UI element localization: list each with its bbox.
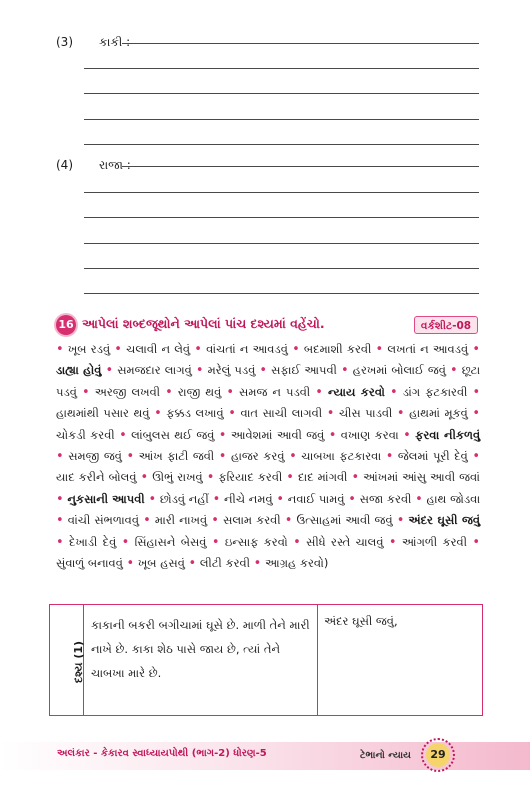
- bullet-icon: •: [82, 384, 90, 400]
- phrase-item: ખૂબ હસવું: [137, 556, 185, 571]
- phrase-item: આગ્રહ કરવો): [264, 556, 329, 571]
- bullet-icon: •: [472, 384, 481, 400]
- phrase-item: સફાઈ આપવી: [271, 363, 337, 378]
- bullet-icon: •: [218, 427, 227, 443]
- bullet-icon: •: [315, 384, 323, 400]
- bullet-icon: •: [194, 342, 202, 357]
- phrase-item: અરજી લખવી: [94, 384, 161, 399]
- question-label: કાકી :: [99, 35, 131, 49]
- bullet-icon: •: [195, 363, 204, 379]
- bullet-icon: •: [396, 513, 405, 529]
- phrase-item: આંખમાં આંસુ આવી જવાં: [363, 470, 481, 485]
- phrase-item: છોડવું નહીં: [159, 491, 209, 506]
- bullet-icon: •: [228, 406, 236, 422]
- phrase-item: નીચે નમવું: [223, 491, 273, 506]
- phrase-item: ઇન્સાફ કરવો: [224, 534, 288, 549]
- bullet-icon: •: [375, 342, 384, 357]
- bullet-icon: •: [126, 449, 135, 465]
- scene-answer[interactable]: અંદર ઘૂસી જવું,: [324, 614, 398, 628]
- phrase-item: ચોકડી કરવી: [56, 427, 115, 442]
- scene-text: કાકાની બકરી બગીચામાં ઘૂસે છે. માળી તેને મારી નાખે છે. કાકા શેઠ પાસે જાય છે, ત્યાં તેને ચાબખા મારે છે.: [91, 618, 310, 680]
- phrase-list: [56, 339, 480, 574]
- answer-line[interactable]: [84, 68, 479, 69]
- phrase-item: નુકસાની આપવી: [67, 491, 145, 506]
- phrase-item: વખાણ કરવા: [340, 427, 399, 442]
- phrase-item: બદમાશી કરવી: [303, 342, 372, 356]
- phrase-item: યાદ કરીને બોલવું: [56, 470, 137, 485]
- bullet-icon: •: [388, 534, 397, 550]
- phrase-item: દેખાડી દેવું: [69, 534, 117, 549]
- phrase-item: દાદ માંગવી: [297, 470, 348, 485]
- phrase-item: ડાંગ ફટકારવી: [402, 384, 468, 399]
- bullet-icon: •: [105, 363, 114, 379]
- phrase-item: સજા કરવી: [359, 491, 412, 506]
- answer-line[interactable]: [84, 268, 479, 269]
- phrase-item: મારી નાખવું: [154, 513, 208, 528]
- bullet-icon: •: [140, 470, 149, 486]
- answer-line[interactable]: [84, 217, 479, 218]
- bullet-icon: •: [348, 491, 356, 507]
- phrase-item: અંદર ઘૂસી જવું: [408, 513, 481, 528]
- bullet-icon: •: [119, 427, 127, 443]
- bullet-icon: •: [114, 342, 122, 357]
- bullet-icon: •: [472, 406, 481, 422]
- bullet-icon: •: [326, 406, 335, 422]
- bullet-icon: •: [472, 534, 481, 550]
- phrase-item: ઊભું રાખવું: [152, 470, 203, 485]
- bullet-icon: •: [403, 427, 411, 443]
- bullet-icon: •: [351, 470, 360, 486]
- phrase-item: ફરવા નીકળવું: [415, 427, 481, 442]
- phrase-item: લાંબુલસ થઈ જવું: [131, 427, 215, 442]
- bullet-icon: •: [165, 384, 173, 400]
- bullet-icon: •: [292, 342, 300, 357]
- scene-label: દશ્ય (1): [72, 640, 86, 684]
- question-number: (4): [56, 158, 73, 172]
- bullet-icon: •: [450, 363, 458, 379]
- phrase-item: હાથ જોડવા: [426, 491, 481, 506]
- bullet-icon: •: [276, 491, 285, 507]
- phrase-item: લખતાં ન આવડવું: [387, 342, 469, 356]
- phrase-item: ચલાવી ન લેવું: [126, 342, 191, 356]
- activity-number-badge: 16: [56, 315, 76, 335]
- bullet-icon: •: [226, 384, 234, 400]
- worksheet-tag: વર્કશીટ-08: [414, 316, 478, 334]
- bullet-icon: •: [293, 534, 301, 550]
- footer-chapter: ટેભાનો ન્યાય: [360, 750, 411, 761]
- scene-table: [49, 604, 483, 716]
- phrase-item: આંગળી કરવી: [401, 534, 467, 549]
- phrase-item: ન્યાય કરવો: [327, 384, 385, 399]
- bullet-icon: •: [284, 513, 293, 529]
- phrase-item: વાંચી સંભળાવવું: [67, 513, 139, 528]
- bullet-icon: •: [415, 491, 423, 507]
- question-label: રાજા :: [99, 158, 131, 172]
- bullet-icon: •: [206, 470, 215, 486]
- bullet-icon: •: [218, 449, 227, 465]
- answer-line[interactable]: [122, 166, 479, 167]
- bullet-icon: •: [56, 534, 64, 550]
- phrase-item: ફરિયાદ કરવી: [218, 470, 283, 485]
- phrase-item: મરેલું પડવું: [207, 363, 256, 378]
- phrase-item: હાજર કરવું: [230, 449, 285, 464]
- bullet-icon: •: [126, 556, 135, 572]
- bullet-icon: •: [385, 449, 394, 465]
- phrase-item: ખૂબ રડવું: [67, 342, 111, 356]
- bullet-icon: •: [389, 384, 398, 400]
- phrase-item: નવાઈ પામવું: [287, 491, 345, 506]
- phrase-item: હરખમાં બોલાઈ જવું: [352, 363, 446, 378]
- bullet-icon: •: [472, 449, 481, 465]
- answer-line[interactable]: [84, 93, 479, 94]
- answer-line[interactable]: [84, 192, 479, 193]
- answer-line[interactable]: [84, 144, 479, 145]
- answer-line[interactable]: [84, 119, 479, 120]
- phrase-item: સિંહાસને બેસવું: [134, 534, 207, 549]
- phrase-item: સમજદાર લાગવું: [117, 363, 192, 378]
- bullet-icon: •: [154, 406, 162, 422]
- phrase-item: ડાહ્યા હોવું: [56, 363, 102, 378]
- bullet-icon: •: [212, 491, 221, 507]
- bullet-icon: •: [121, 534, 130, 550]
- scene-label-cell: [50, 605, 84, 715]
- phrase-item: રાજી થવું: [177, 384, 222, 399]
- bullet-icon: •: [148, 491, 157, 507]
- bullet-icon: •: [56, 513, 64, 529]
- phrase-item: ઉત્સાહમાં આવી જવું: [296, 513, 393, 528]
- bullet-icon: •: [253, 556, 262, 572]
- phrase-item: ચાબખા ફટકારવા: [301, 449, 382, 464]
- phrase-item: જેલમાં પૂરી દેવું: [397, 449, 468, 464]
- footer-book-title: અલંકાર - કેકારવ સ્વાધ્યાયપોથી (ભાગ-2) ધોરણ-5: [57, 748, 267, 759]
- phrase-item: છૂટા પડવું: [56, 363, 481, 399]
- bullet-icon: •: [289, 449, 297, 465]
- page-number: 29: [426, 743, 450, 767]
- answer-line[interactable]: [84, 243, 479, 244]
- phrase-item: સુંવાળું બનાવવું: [56, 556, 123, 571]
- phrase-item: ચીસ પાડવી: [338, 406, 393, 421]
- phrase-item: આંખ ફાટી જવી: [138, 449, 215, 464]
- bullet-icon: •: [143, 513, 151, 529]
- phrase-item: હાથમાંથી પસાર થવું: [56, 406, 150, 421]
- bullet-icon: •: [341, 363, 349, 379]
- bullet-icon: •: [56, 342, 64, 357]
- activity-title: આપેલાં શબ્દજૂથોને આપેલાં પાંચ દશ્યમાં વહેંચો.: [82, 316, 325, 331]
- phrase-item: સલામ કરવી: [223, 513, 281, 528]
- bullet-icon: •: [211, 534, 220, 550]
- phrase-item: વાત સાચી લાગવી: [240, 406, 323, 421]
- bullet-icon: •: [259, 363, 268, 379]
- bullet-icon: •: [286, 470, 294, 486]
- phrase-item: સીધે રસ્તે ચાલવું: [306, 534, 384, 549]
- answer-line[interactable]: [84, 293, 479, 294]
- question-number: (3): [56, 35, 73, 49]
- phrase-item: હાથમાં મૂકવું: [409, 406, 468, 421]
- scene-text-cell: [84, 605, 318, 715]
- bullet-icon: •: [188, 556, 197, 572]
- phrase-item: સમજી જવું: [68, 449, 122, 464]
- bullet-icon: •: [56, 449, 64, 465]
- phrase-item: સમજ ન પડવી: [239, 384, 311, 399]
- bullet-icon: •: [211, 513, 219, 529]
- answer-line[interactable]: [122, 43, 479, 44]
- phrase-item: વાંચતાં ન આવડવું: [206, 342, 288, 356]
- bullet-icon: •: [472, 342, 480, 357]
- phrase-item: લીટી કરવી: [199, 556, 250, 571]
- bullet-icon: •: [56, 491, 64, 507]
- bullet-icon: •: [396, 406, 405, 422]
- phrase-item: આવેશમાં આવી જવું: [230, 427, 325, 442]
- bullet-icon: •: [328, 427, 337, 443]
- phrase-item: ફક્કડ લખાવું: [166, 406, 224, 421]
